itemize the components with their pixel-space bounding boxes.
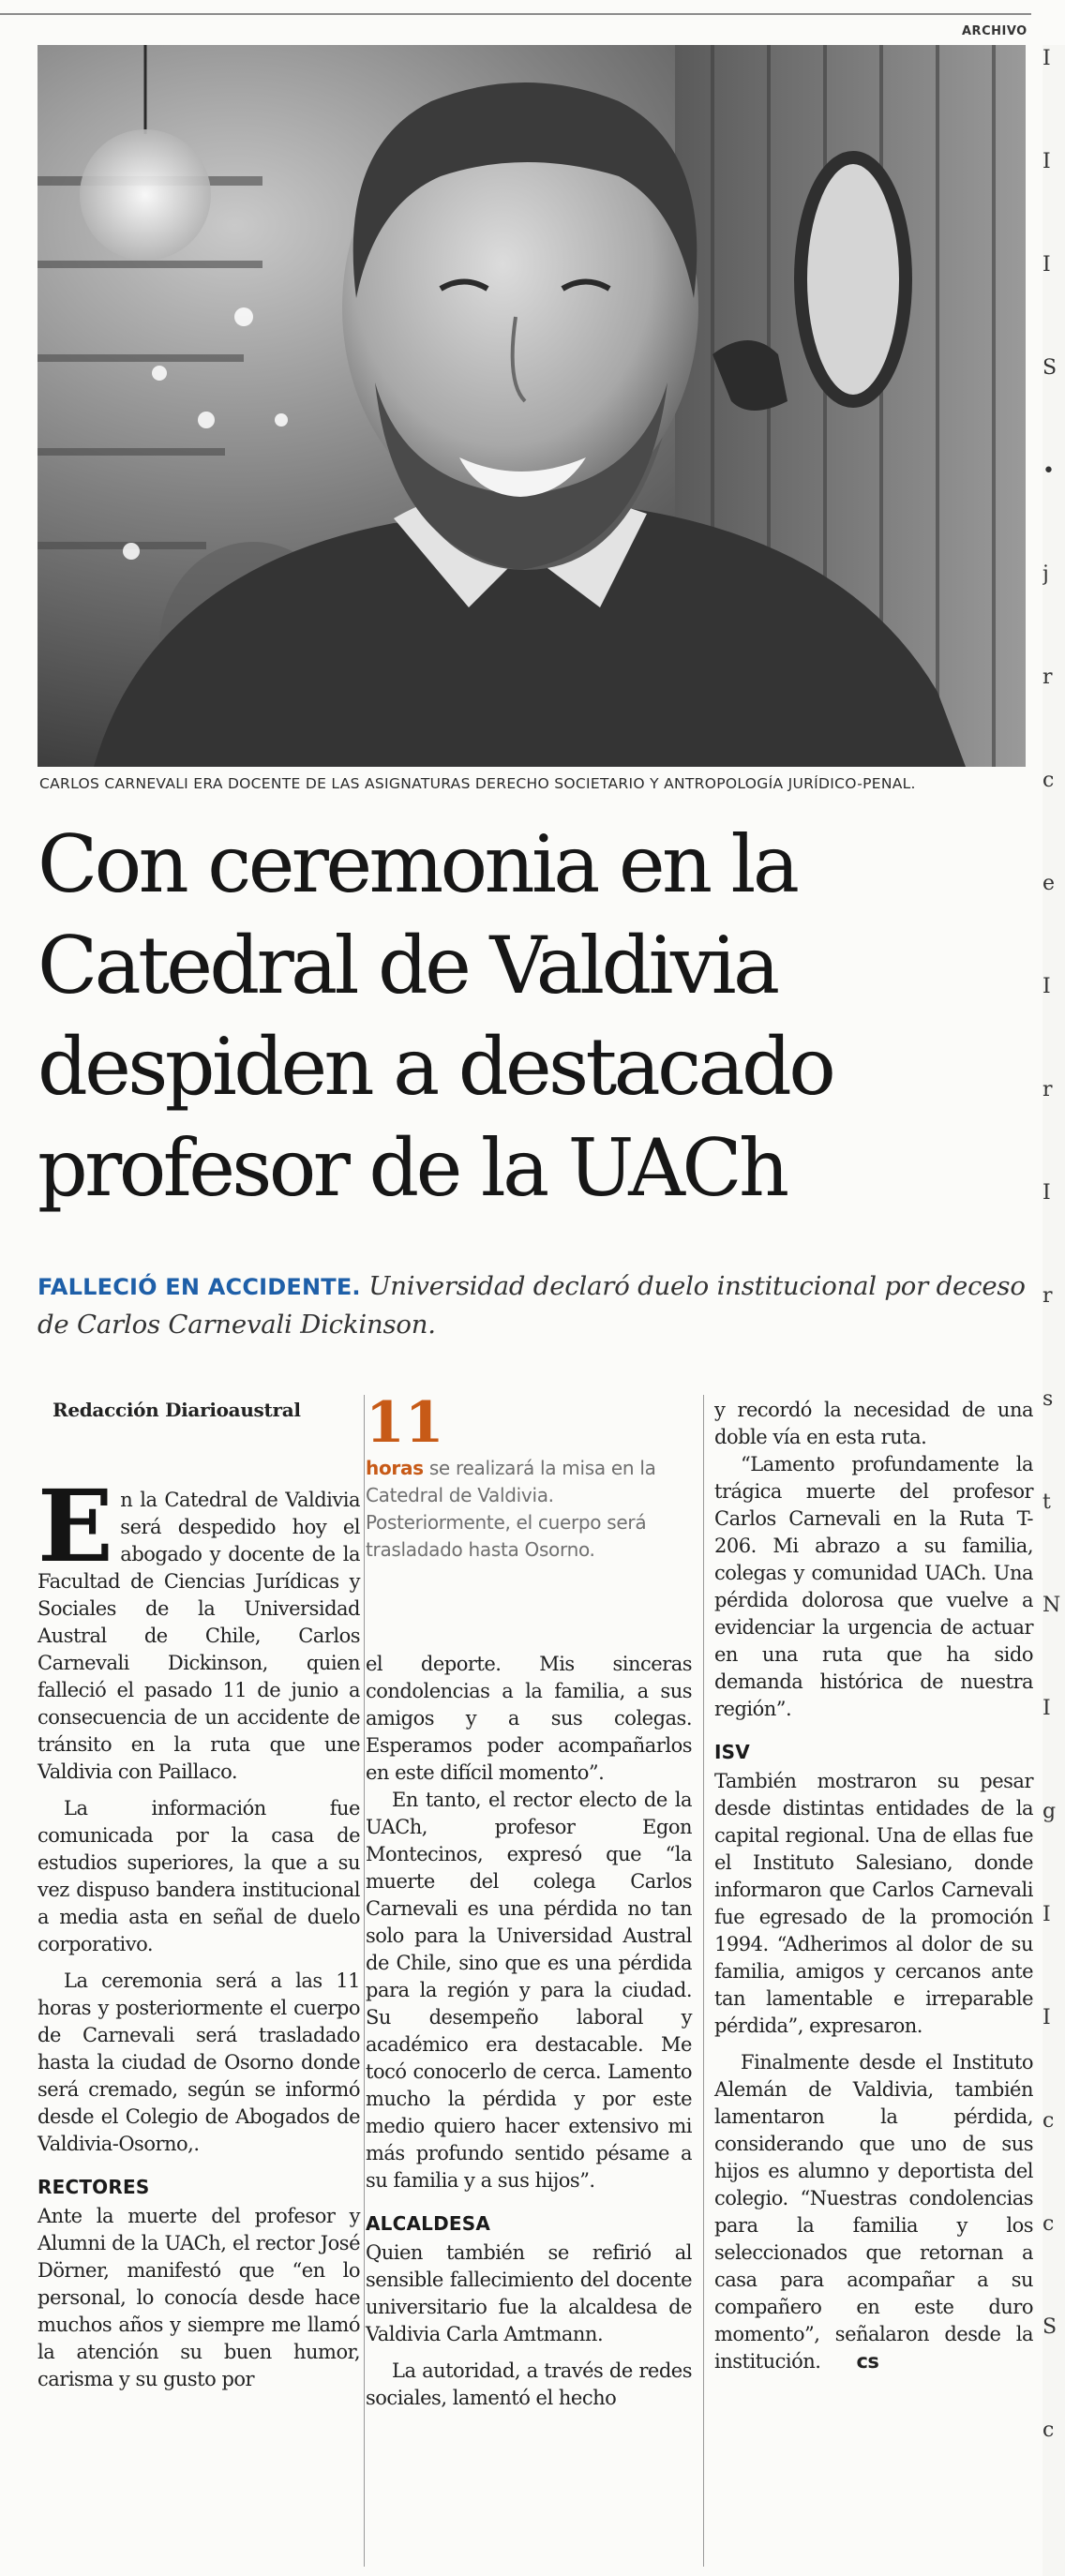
paragraph-8: La autoridad, a través de redes sociales, lamentó el hecho bbox=[366, 2359, 692, 2409]
fragment-letter: S bbox=[1042, 356, 1058, 380]
fragment-letter: e bbox=[1042, 872, 1056, 895]
article-column-2 bbox=[366, 1651, 692, 2412]
fragment-letter: I bbox=[1042, 1697, 1051, 1720]
paragraph-3: La ceremonia será a las 11 horas y posteriormente el cuerpo de Carnevali será trasladado hasta la ciudad de Osorno donde será cremado, según se informó desde el Colegio de Abogados de Valdivia-Osorno,. bbox=[38, 1969, 360, 2155]
subhead-rectores: RECTORES bbox=[38, 2176, 150, 2198]
top-rule bbox=[0, 13, 1031, 15]
article-lead bbox=[38, 1267, 1041, 1343]
fragment-letter: r bbox=[1042, 1284, 1053, 1308]
column-divider-1 bbox=[364, 1395, 365, 2567]
fragment-letter: c bbox=[1042, 2212, 1055, 2236]
article-headline bbox=[38, 814, 1041, 1219]
paragraph-12 bbox=[714, 2049, 1033, 2375]
adjacent-article-fragment bbox=[1042, 45, 1065, 2576]
lead-deck: Universidad declaró duelo institucional por deceso de Carlos Carnevali Dickinson. bbox=[38, 1271, 1026, 1340]
fragment-letter: I bbox=[1042, 975, 1051, 998]
fact-box bbox=[366, 1390, 681, 1564]
fragment-letter: S bbox=[1042, 2315, 1058, 2339]
paragraph-5: el deporte. Mis sinceras condolencias a la familia, a sus amigos y a sus colegas. Esperamos poder acompañarlos en este difícil momento”. bbox=[366, 1653, 692, 1784]
portrait-image bbox=[38, 45, 1026, 767]
headline-line-1: Con ceremonia en la bbox=[38, 818, 797, 910]
fragment-letter: c bbox=[1042, 2109, 1055, 2133]
fragment-letter: I bbox=[1042, 1903, 1051, 1926]
fragment-letter: I bbox=[1042, 47, 1051, 70]
fragment-letter: I bbox=[1042, 1181, 1051, 1205]
fact-number: 11 bbox=[366, 1390, 444, 1456]
headline-line-2: Catedral de Valdivia bbox=[38, 920, 777, 1011]
fact-unit: horas bbox=[366, 1457, 424, 1479]
photo-credit: ARCHIVO bbox=[962, 24, 1028, 38]
headline-line-3: despiden a destacado bbox=[38, 1021, 833, 1113]
fragment-letter: I bbox=[1042, 150, 1051, 173]
fact-text bbox=[366, 1455, 681, 1564]
drop-cap: E bbox=[38, 1467, 113, 1584]
fragment-letter: g bbox=[1042, 1800, 1057, 1823]
end-mark-icon: cs bbox=[856, 2350, 879, 2373]
paragraph-7: Quien también se refirió al sensible fallecimiento del docente universitario fue la alcaldesa de Valdivia Carla Amtmann. bbox=[366, 2241, 692, 2345]
fact-description: se realizará la misa en la Catedral de Valdivia. Posteriormente, el cuerpo será trasladado hasta Osorno. bbox=[366, 1457, 656, 1561]
fragment-letter: I bbox=[1042, 2006, 1051, 2029]
article-column-1 bbox=[38, 1467, 360, 2393]
paragraph-1 bbox=[38, 1467, 360, 1786]
fragment-letter: N bbox=[1042, 1594, 1061, 1617]
fragment-letter: I bbox=[1042, 253, 1051, 277]
fragment-letter: t bbox=[1042, 1490, 1051, 1514]
paragraph-1-text: n la Catedral de Valdivia será despedido hoy el abogado y docente de la Facultad de Ciencias Jurídicas y Sociales de la Universidad Austral de Chile, Carlos Carnevali Dickinson, quien falleció el pasado 11 de junio a consecuencia de un accidente de tránsito en la ruta que une Valdivia con Paillaco. bbox=[38, 1489, 360, 1783]
fragment-letter: s bbox=[1042, 1387, 1054, 1411]
article-photo bbox=[38, 45, 1026, 767]
paragraph-10: “Lamento profundamente la trágica muerte del profesor Carlos Carnevali en la Ruta T-206. Mi abrazo a su familia, colegas y comunidad UACh. Una pérdida dolorosa que vuelve a evidenciar la urgencia de actuar en una ruta que ha sido demanda histórica de nuestra región”. bbox=[714, 1453, 1033, 1720]
fragment-letter: • bbox=[1042, 459, 1055, 483]
fragment-letter: r bbox=[1042, 666, 1053, 689]
paragraph-6: En tanto, el rector electo de la UACh, profesor Egon Montecinos, expresó que “la muerte del colega Carlos Carnevali es una pérdida no tan solo para la Universidad Austral de Chile, sino que es una pérdida para la región y para la ciudad. Su desempeño laboral y académico era destacable. Me tocó conocerlo de cerca. Lamento mucho la pérdida y por este medio quiero hacer extensivo mi más profundo sentido pésame a su familia y a sus hijos”. bbox=[366, 1789, 692, 2192]
subhead-alcaldesa: ALCALDESA bbox=[366, 2212, 491, 2235]
paragraph-11: También mostraron su pesar desde distintas entidades de la capital regional. Una de ellas fue el Instituto Salesiano, donde informaron que Carlos Carnevali fue egresado de la promoción 1994. “Adherimos al dolor de su familia, amigos y cercanos ante tan lamentable e irreparable pérdida”, expresaron. bbox=[714, 1770, 1033, 2037]
fragment-letter: r bbox=[1042, 1078, 1053, 1101]
photo-caption: CARLOS CARNEVALI ERA DOCENTE DE LAS ASIGNATURAS DERECHO SOCIETARIO Y ANTROPOLOGÍA JURÍDICO-PENAL. bbox=[39, 775, 916, 792]
lead-kicker: FALLECIÓ EN ACCIDENTE. bbox=[38, 1274, 361, 1300]
byline: Redacción Diarioaustral bbox=[52, 1399, 301, 1421]
paragraph-9: y recordó la necesidad de una doble vía en esta ruta. bbox=[714, 1399, 1033, 1448]
paragraph-4: Ante la muerte del profesor y Alumni de la UACh, el rector José Dörner, manifestó que “en lo personal, lo conocía desde hace muchos años y siempre me llamó la atención su buen humor, carisma y su gusto por bbox=[38, 2205, 360, 2390]
fragment-letter: c bbox=[1042, 769, 1055, 792]
fragment-letter: c bbox=[1042, 2419, 1055, 2442]
paragraph-12-text: Finalmente desde el Instituto Alemán de Valdivia, también lamentaron la pérdida, considerando que uno de sus hijos es alumno y deportista del colegio. “Nuestras condolencias para la familia y los seleccionados que retornan a casa para acompañar a su compañero en este duro momento”, señalaron desde la institución. bbox=[714, 2051, 1033, 2373]
fragment-letter: j bbox=[1042, 562, 1049, 586]
subhead-isv: ISV bbox=[714, 1741, 750, 1763]
column-divider-2 bbox=[703, 1395, 704, 2567]
headline-line-4: profesor de la UACh bbox=[38, 1122, 787, 1214]
paragraph-2: La información fue comunicada por la casa de estudios superiores, la que a su vez dispuso bandera institucional a media asta en señal de duelo corporativo. bbox=[38, 1797, 360, 1955]
article-column-3 bbox=[714, 1397, 1033, 2375]
